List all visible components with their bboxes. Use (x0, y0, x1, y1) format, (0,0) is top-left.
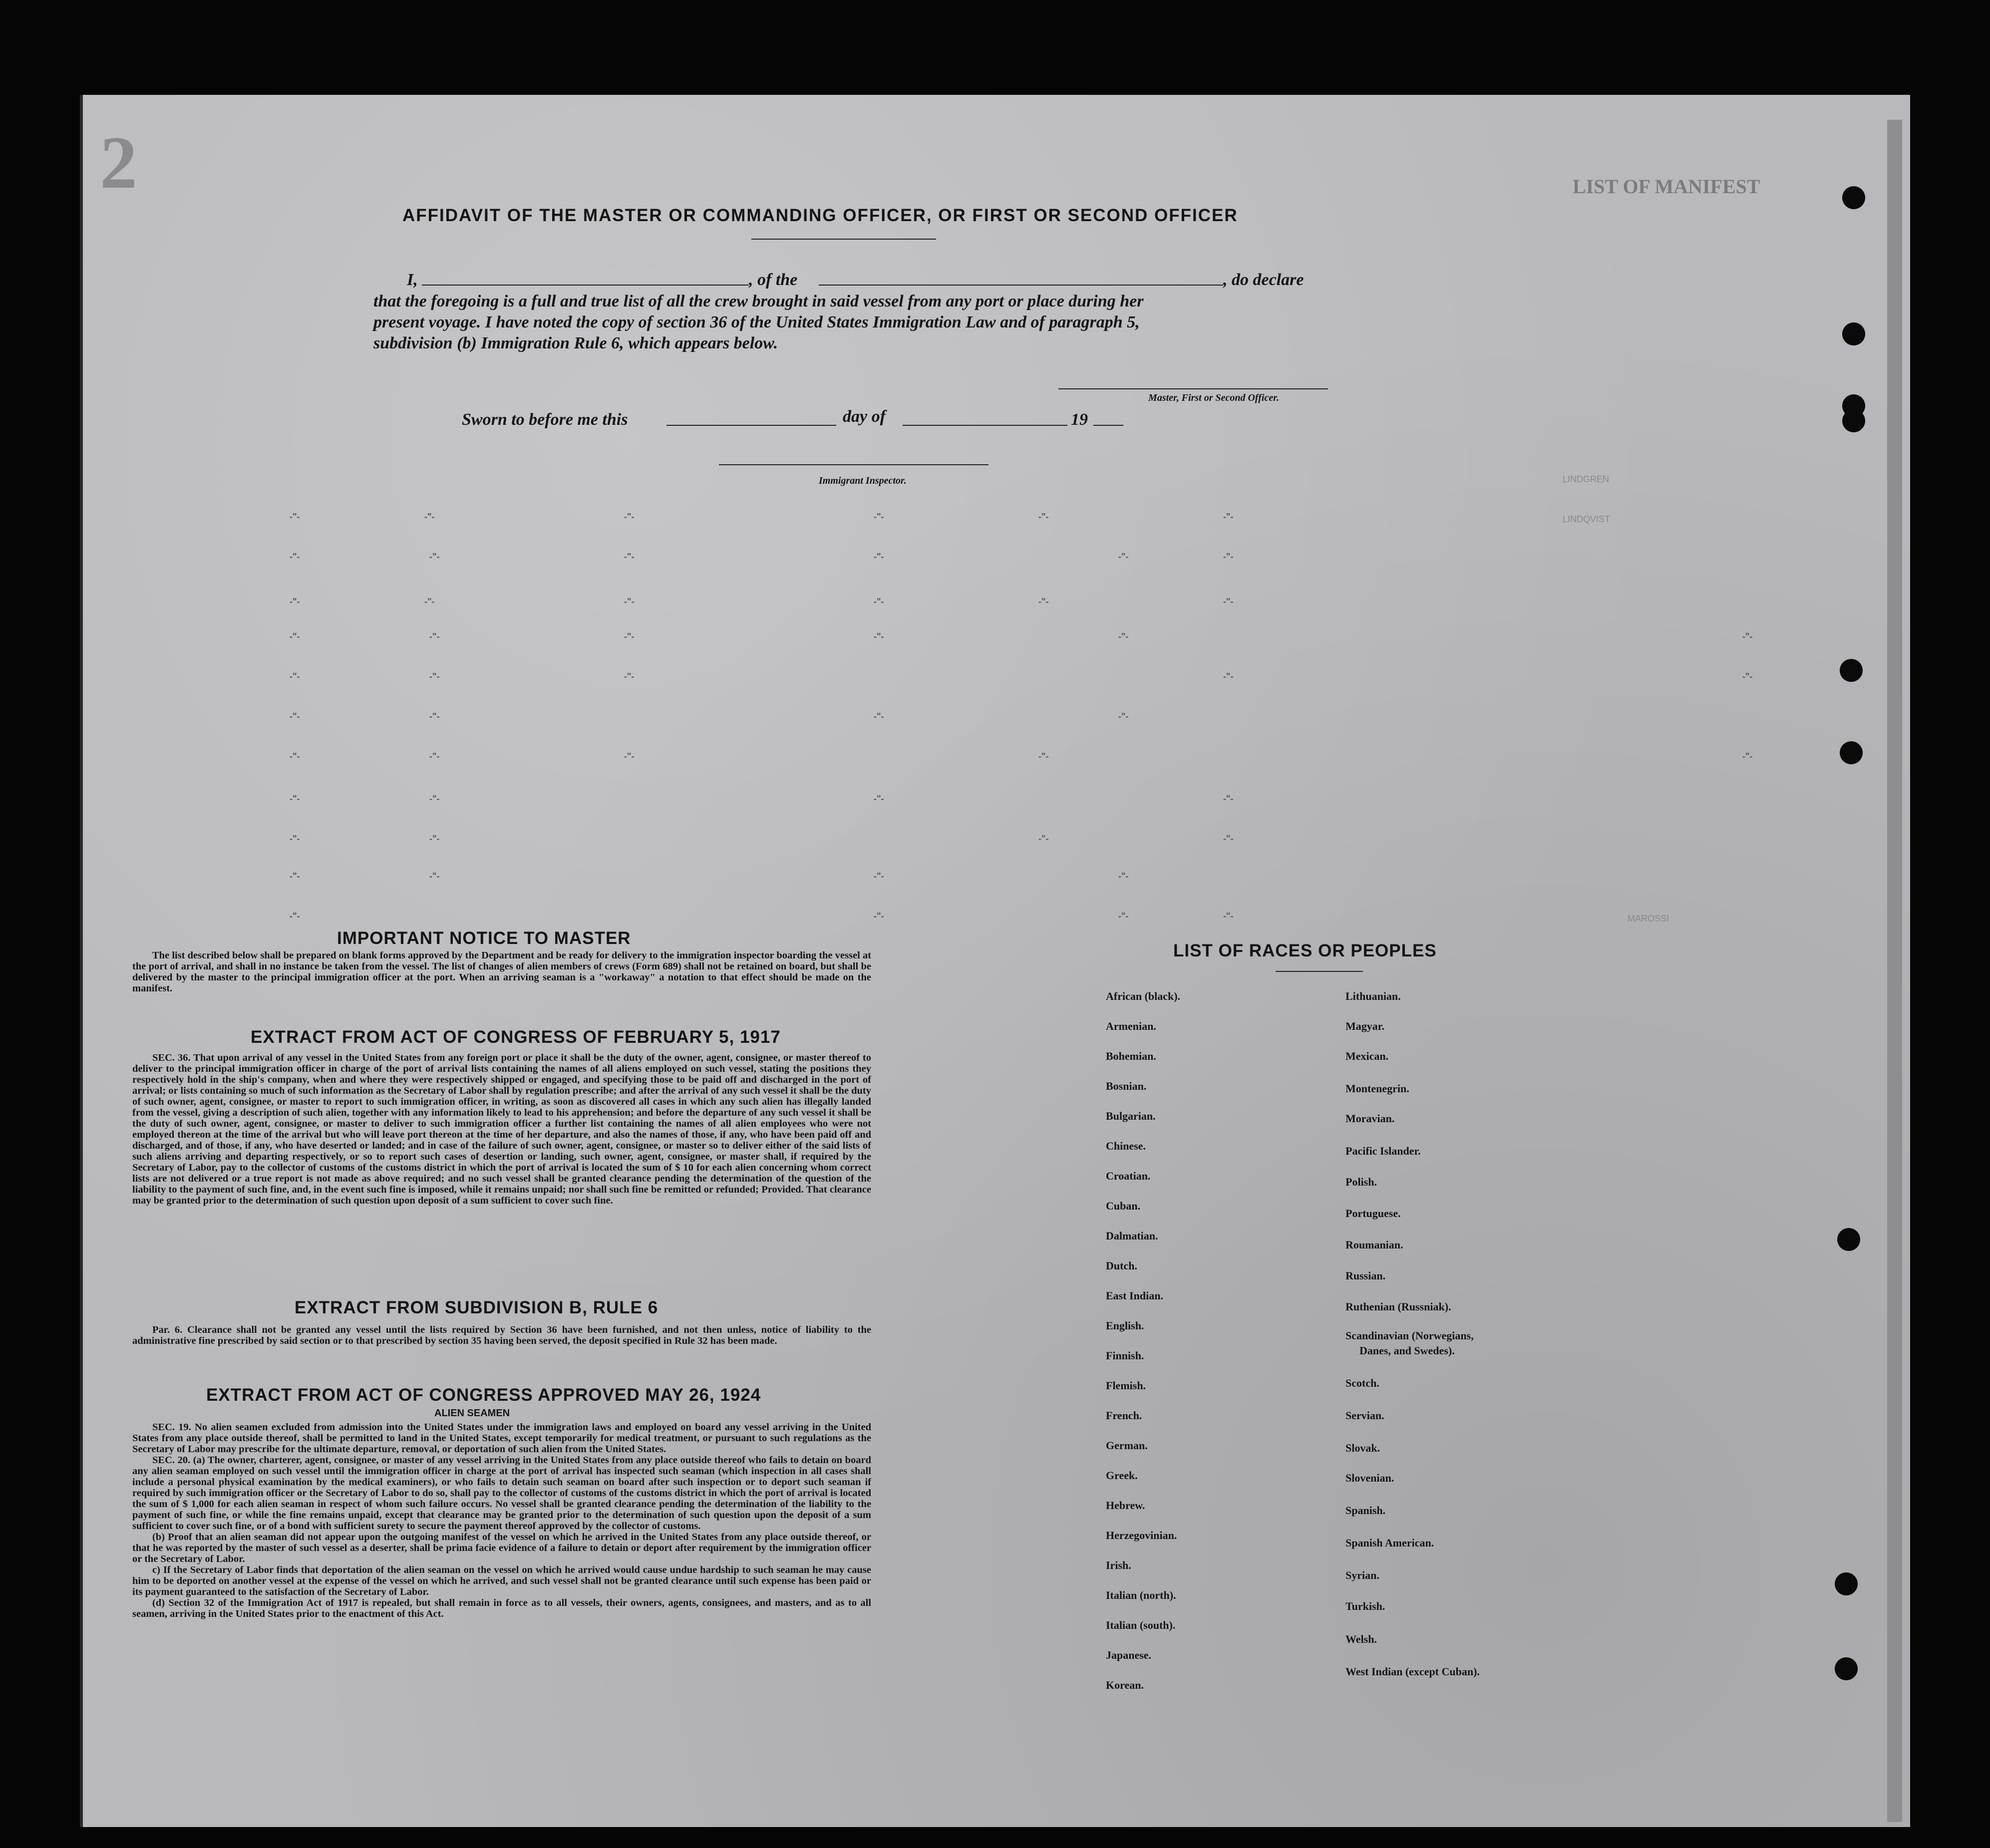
ditto-mark: -"- (424, 597, 435, 607)
ditto-mark: -"- (290, 871, 300, 881)
race-item: Russian. (1345, 1269, 1386, 1282)
ditto-mark: -"- (1223, 597, 1234, 607)
ditto-mark: -"- (874, 911, 884, 921)
notice-title: IMPORTANT NOTICE TO MASTER (337, 928, 631, 948)
race-item: Hebrew. (1106, 1499, 1145, 1512)
ditto-mark: -"- (429, 631, 440, 641)
of-the-label: , of the (749, 271, 798, 289)
ditto-mark: -"- (874, 871, 884, 881)
race-item: Ruthenian (Russniak). (1345, 1300, 1451, 1313)
extract-1924-subtitle: ALIEN SEAMEN (434, 1408, 510, 1419)
race-item: Dutch. (1106, 1259, 1137, 1272)
race-item: Mexican. (1345, 1050, 1389, 1062)
race-item: Spanish American. (1345, 1537, 1434, 1549)
races-title: LIST OF RACES OR PEOPLES (1173, 941, 1437, 960)
extract-1924-title: EXTRACT FROM ACT OF CONGRESS APPROVED MAY 26, 1924 (206, 1385, 761, 1405)
ditto-mark: -"- (290, 631, 300, 641)
race-item: Herzegovinian. (1106, 1529, 1177, 1541)
race-item: Servian. (1345, 1409, 1384, 1422)
race-item: West Indian (except Cuban). (1345, 1665, 1480, 1678)
title-underline (751, 239, 936, 240)
race-item: Magyar. (1345, 1020, 1385, 1032)
extract-1924-text (132, 1422, 871, 1619)
extract-1924-sec20c: c) If the Secretary of Labor finds that deportation of the alien seaman on the vessel on which he arrived would cause undue hardship to such seaman he may cause him to be deported on another vessel at the expense of the vessel on which he arrived, and such vessel shall not be granted clearance until such expense has been paid or its payment guaranteed to the satisfaction of the Secretary of Labor. (132, 1564, 871, 1597)
declarant-name-line[interactable] (422, 285, 749, 286)
race-item: Syrian. (1345, 1569, 1379, 1581)
ditto-mark: -"- (1038, 751, 1049, 761)
race-item: Italian (south). (1106, 1619, 1176, 1631)
race-item: Italian (north). (1106, 1589, 1176, 1601)
ditto-mark: -"- (424, 512, 435, 522)
ditto-mark: -"- (290, 911, 300, 921)
declarant-prefix: I, (407, 271, 418, 289)
extract-1924-sec19: SEC. 19. No alien seamen excluded from admission into the United States under the immigration laws and employed on board any vessel arriving in the United States from any place outside thereof, shall be permitted to land in the United States, except temporarily for medical treatment, or pursuant to such regulations as the Secretary of Labor may prescribe for the ultimate departure, removal, or deportation of such alien from the United States. (132, 1422, 871, 1455)
sworn-label: Sworn to before me this (462, 410, 628, 429)
ditto-mark: -"- (429, 751, 440, 761)
ditto-mark: -"- (1118, 911, 1129, 921)
ditto-mark: -"- (874, 512, 884, 522)
race-item: East Indian. (1106, 1289, 1163, 1302)
ditto-mark: -"- (624, 751, 635, 761)
punch-hole (1840, 659, 1863, 682)
extract-rule6-text (132, 1324, 871, 1346)
ditto-mark: -"- (1118, 631, 1129, 641)
extract-1917-text (132, 1052, 871, 1206)
affidavit-line-4: subdivision (b) Immigration Rule 6, which appears below. (373, 334, 778, 352)
ditto-mark: -"- (624, 671, 635, 681)
race-item: Polish. (1345, 1176, 1377, 1188)
race-item: French. (1106, 1409, 1142, 1422)
race-item: Moravian. (1345, 1112, 1395, 1125)
extract-1924-sec20a: SEC. 20. (a) The owner, charterer, agent, consignee, or master of any vessel arriving in the United States from any place outside thereof who fails to detain on board any alien seaman employed on such vessel until the immigration officer in charge at the port of arrival has inspected such seaman (which inspection in all cases shall include a personal physical examination by the medical examiners), or who fails to detain such seaman on board after such inspection or to deport such seaman if required by such immigration officer or the Secretary of Labor to do so, shall pay to the collector of customs of the customs district in which the port of arrival is located the sum of $ 1,000 for each alien seaman in respect of whom such failure occurs. No vessel shall be granted clearance pending the determination of the liability to the payment of such fine, or while the fine remains unpaid, except that clearance may be granted prior to the determination of such question upon the deposit of a sum sufficient to cover such fine, or of a bond with sufficient surety to secure the payment thereof approved by the collector of customs. (132, 1455, 871, 1532)
extract-rule6-paragraph: Par. 6. Clearance shall not be granted any vessel until the lists required by Section 36 have been furnished, and not then unless, notice of liability to the administrative fine prescribed by said section or to that prescribed by section 35 having been served, the deposit specified in Rule 32 has been made. (132, 1324, 871, 1346)
punch-hole (1840, 741, 1863, 764)
race-item: Irish. (1106, 1559, 1131, 1571)
master-signature-line[interactable] (1058, 388, 1328, 389)
punch-hole (1842, 409, 1865, 432)
race-item: Greek. (1106, 1469, 1138, 1482)
ditto-mark: -"- (290, 794, 300, 804)
ditto-mark: -"- (1118, 711, 1129, 721)
race-item: Pacific Islander. (1345, 1145, 1421, 1157)
affidavit-line-3: present voyage. I have noted the copy of section 36 of the United States Immigration Law and of paragraph 5, (373, 313, 1140, 331)
ditto-mark: -"- (874, 631, 884, 641)
ditto-mark: -"- (290, 512, 300, 522)
race-item: Croatian. (1106, 1170, 1151, 1182)
year-line[interactable] (1093, 425, 1123, 426)
ditto-mark: -"- (1742, 751, 1753, 761)
punch-hole (1835, 1572, 1858, 1595)
ditto-mark: -"- (1223, 512, 1234, 522)
punch-hole (1842, 186, 1865, 209)
race-item: Chinese. (1106, 1140, 1146, 1152)
race-item: Korean. (1106, 1679, 1144, 1691)
inspector-label: Immigrant Inspector. (819, 475, 907, 486)
punch-hole (1835, 1657, 1858, 1680)
ditto-mark: -"- (429, 834, 440, 844)
day-of-label: day of (843, 407, 886, 426)
race-item: English. (1106, 1319, 1144, 1332)
ditto-mark: -"- (624, 631, 635, 641)
bleed-through-mark: 2 (100, 121, 137, 204)
race-item: Bohemian. (1106, 1050, 1156, 1062)
ditto-mark: -"- (874, 794, 884, 804)
race-item: Roumanian. (1345, 1238, 1403, 1251)
ditto-mark: -"- (1038, 512, 1049, 522)
ditto-mark: -"- (1118, 871, 1129, 881)
ditto-mark: -"- (624, 597, 635, 607)
race-item: Welsh. (1345, 1633, 1377, 1645)
race-item: Danes, and Swedes). (1359, 1344, 1455, 1357)
ditto-mark: -"- (1223, 834, 1234, 844)
ditto-mark: -"- (290, 671, 300, 681)
ditto-mark: -"- (1742, 671, 1753, 681)
races-title-underline (1276, 971, 1363, 972)
notice-paragraph: The list described below shall be prepared on blank forms approved by the Department and be ready for delivery to the immigration inspector boarding the vessel at the port of arrival, and shall in no instance be taken from the vessel. The list of changes of alien members of crews (Form 689) shall not be retained on board, but shall be delivered by the master to the principal immigration officer at the port. When an arriving seaman is a "workaway" a notation to that effect should be made on the manifest. (132, 950, 871, 994)
ditto-mark: -"- (624, 552, 635, 562)
ditto-mark: -"- (1038, 834, 1049, 844)
affidavit-line-2: that the foregoing is a full and true list of all the crew brought in said vessel from any port or place during her (373, 292, 1144, 310)
race-item: Flemish. (1106, 1379, 1146, 1392)
race-item: Portuguese. (1345, 1207, 1401, 1220)
race-item: Cuban. (1106, 1200, 1141, 1212)
race-item: Slovenian. (1345, 1472, 1394, 1484)
race-item: Scotch. (1345, 1377, 1379, 1389)
race-item: Armenian. (1106, 1020, 1156, 1032)
ditto-mark: -"- (429, 711, 440, 721)
race-item: German. (1106, 1439, 1148, 1452)
ditto-mark: -"- (874, 597, 884, 607)
do-declare-label: , do declare (1223, 271, 1304, 289)
year-prefix: 19 (1071, 410, 1088, 429)
inspector-signature-line[interactable] (719, 464, 989, 465)
page-edge (1887, 120, 1902, 1822)
ditto-mark: -"- (429, 871, 440, 881)
ditto-mark: -"- (1223, 552, 1234, 562)
ditto-mark: -"- (290, 751, 300, 761)
bleed-through-text: LINDGREN (1563, 474, 1610, 484)
race-item: Bulgarian. (1106, 1110, 1156, 1122)
race-item: Montenegrin. (1345, 1082, 1409, 1095)
ditto-mark: -"- (429, 794, 440, 804)
notice-text (132, 950, 871, 994)
ditto-mark: -"- (874, 711, 884, 721)
extract-1917-paragraph: SEC. 36. That upon arrival of any vessel in the United States from any foreign port or place it shall be the duty of the owner, agent, consignee, or master thereof to deliver to the principal immigration officer in charge of the port of arrival lists containing the names of all aliens employed on such vessel, stating the positions they respectively hold in the ship's company, when and where they were respectively shipped or engaged, and specifying those to be paid off and discharged in the port of arrival; or lists containing so much of such information as the Secretary of Labor shall by regulation prescribe; and after the arrival of any such vessel it shall be the duty of such owner, agent, consignee, or master to report to such immigration officer, in writing, as soon as discovered all cases in which any such alien has illegally landed from the vessel, giving a description of such alien, together with any information likely to lead to his apprehension; and before the departure of any such vessel it shall be the duty of such owner, agent, consignee, or master to deliver to such immigration officer a further list containing the names of all alien employees who were not employed thereon at the time of the arrival but who will leave port thereon at the time of her departure, and also the names of those, if any, who have been paid off and discharged, and of those, if any, who have deserted or landed; and in case of the failure of such owner, agent, consignee, or master so to deliver either of the said lists of such aliens arriving and departing respectively, or so to report such cases of desertion or landing, such owner, agent, consignee, or master shall, if required by the Secretary of Labor, pay to the collector of customs of the customs district in which the port of arrival is located the sum of $ 10 for each alien concerning whom correct lists are not delivered or a true report is not made as above required; and no such vessel shall be granted clearance pending the determination of the question of the liability to the payment of such fine, and, in the event such fine is imposed, while it remains unpaid; nor shall such fine be remitted or refunded; Provided. That clearance may be granted prior to the determination of such question upon deposit of a sum sufficient to cover such fine. (132, 1052, 871, 1206)
vessel-name-line[interactable] (819, 285, 1223, 286)
ditto-mark: -"- (1223, 794, 1234, 804)
race-item: Spanish. (1345, 1504, 1386, 1517)
ditto-mark: -"- (1223, 911, 1234, 921)
race-item: Turkish. (1345, 1600, 1385, 1612)
extract-rule6-title: EXTRACT FROM SUBDIVISION B, RULE 6 (295, 1298, 659, 1317)
bleed-through-text: MAROSSI (1628, 914, 1669, 924)
ditto-mark: -"- (624, 512, 635, 522)
ditto-mark: -"- (429, 671, 440, 681)
race-item: Japanese. (1106, 1649, 1152, 1661)
race-item: Finnish. (1106, 1349, 1144, 1362)
ditto-mark: -"- (290, 711, 300, 721)
extract-1924-sec20d: (d) Section 32 of the Immigration Act of 1917 is repealed, but shall remain in force as to all vessels, their owners, agents, consignees, and masters, and as to all seamen, arriving in the United States prior to the enactment of this Act. (132, 1597, 871, 1619)
ditto-mark: -"- (1118, 552, 1129, 562)
affidavit-title: AFFIDAVIT OF THE MASTER OR COMMANDING OFFICER, OR FIRST OR SECOND OFFICER (402, 206, 1238, 225)
ditto-mark: -"- (874, 552, 884, 562)
punch-hole (1842, 322, 1865, 345)
race-item: Dalmatian. (1106, 1230, 1158, 1242)
bleed-through-text: LIST OF MANIFEST (1573, 175, 1760, 198)
sworn-month-line[interactable] (903, 425, 1067, 426)
race-item: Lithuanian. (1345, 990, 1401, 1002)
race-item: Bosnian. (1106, 1080, 1147, 1092)
ditto-mark: -"- (290, 597, 300, 607)
ditto-mark: -"- (429, 552, 440, 562)
race-item: Slovak. (1345, 1442, 1380, 1454)
ditto-mark: -"- (1742, 631, 1753, 641)
race-item: Scandinavian (Norwegians, (1345, 1329, 1474, 1342)
extract-1917-title: EXTRACT FROM ACT OF CONGRESS OF FEBRUARY 5, 1917 (251, 1027, 781, 1047)
bleed-through-text: LINDQVIST (1563, 514, 1611, 524)
ditto-mark: -"- (1038, 597, 1049, 607)
ditto-mark: -"- (290, 552, 300, 562)
race-item: African (black). (1106, 990, 1181, 1002)
sworn-day-line[interactable] (666, 425, 836, 426)
punch-hole (1837, 1228, 1860, 1251)
ditto-mark: -"- (290, 834, 300, 844)
master-signature-label: Master, First or Second Officer. (1148, 392, 1279, 403)
extract-1924-sec20b: (b) Proof that an alien seaman did not appear upon the outgoing manifest of the vessel on which he arrived in the United States from any place outside thereof, or that he was reported by the master of such vessel as a deserter, shall be prima facie evidence of a failure to detain or deport after requirement by the immigration officer or the Secretary of Labor. (132, 1532, 871, 1564)
ditto-mark: -"- (1223, 671, 1234, 681)
